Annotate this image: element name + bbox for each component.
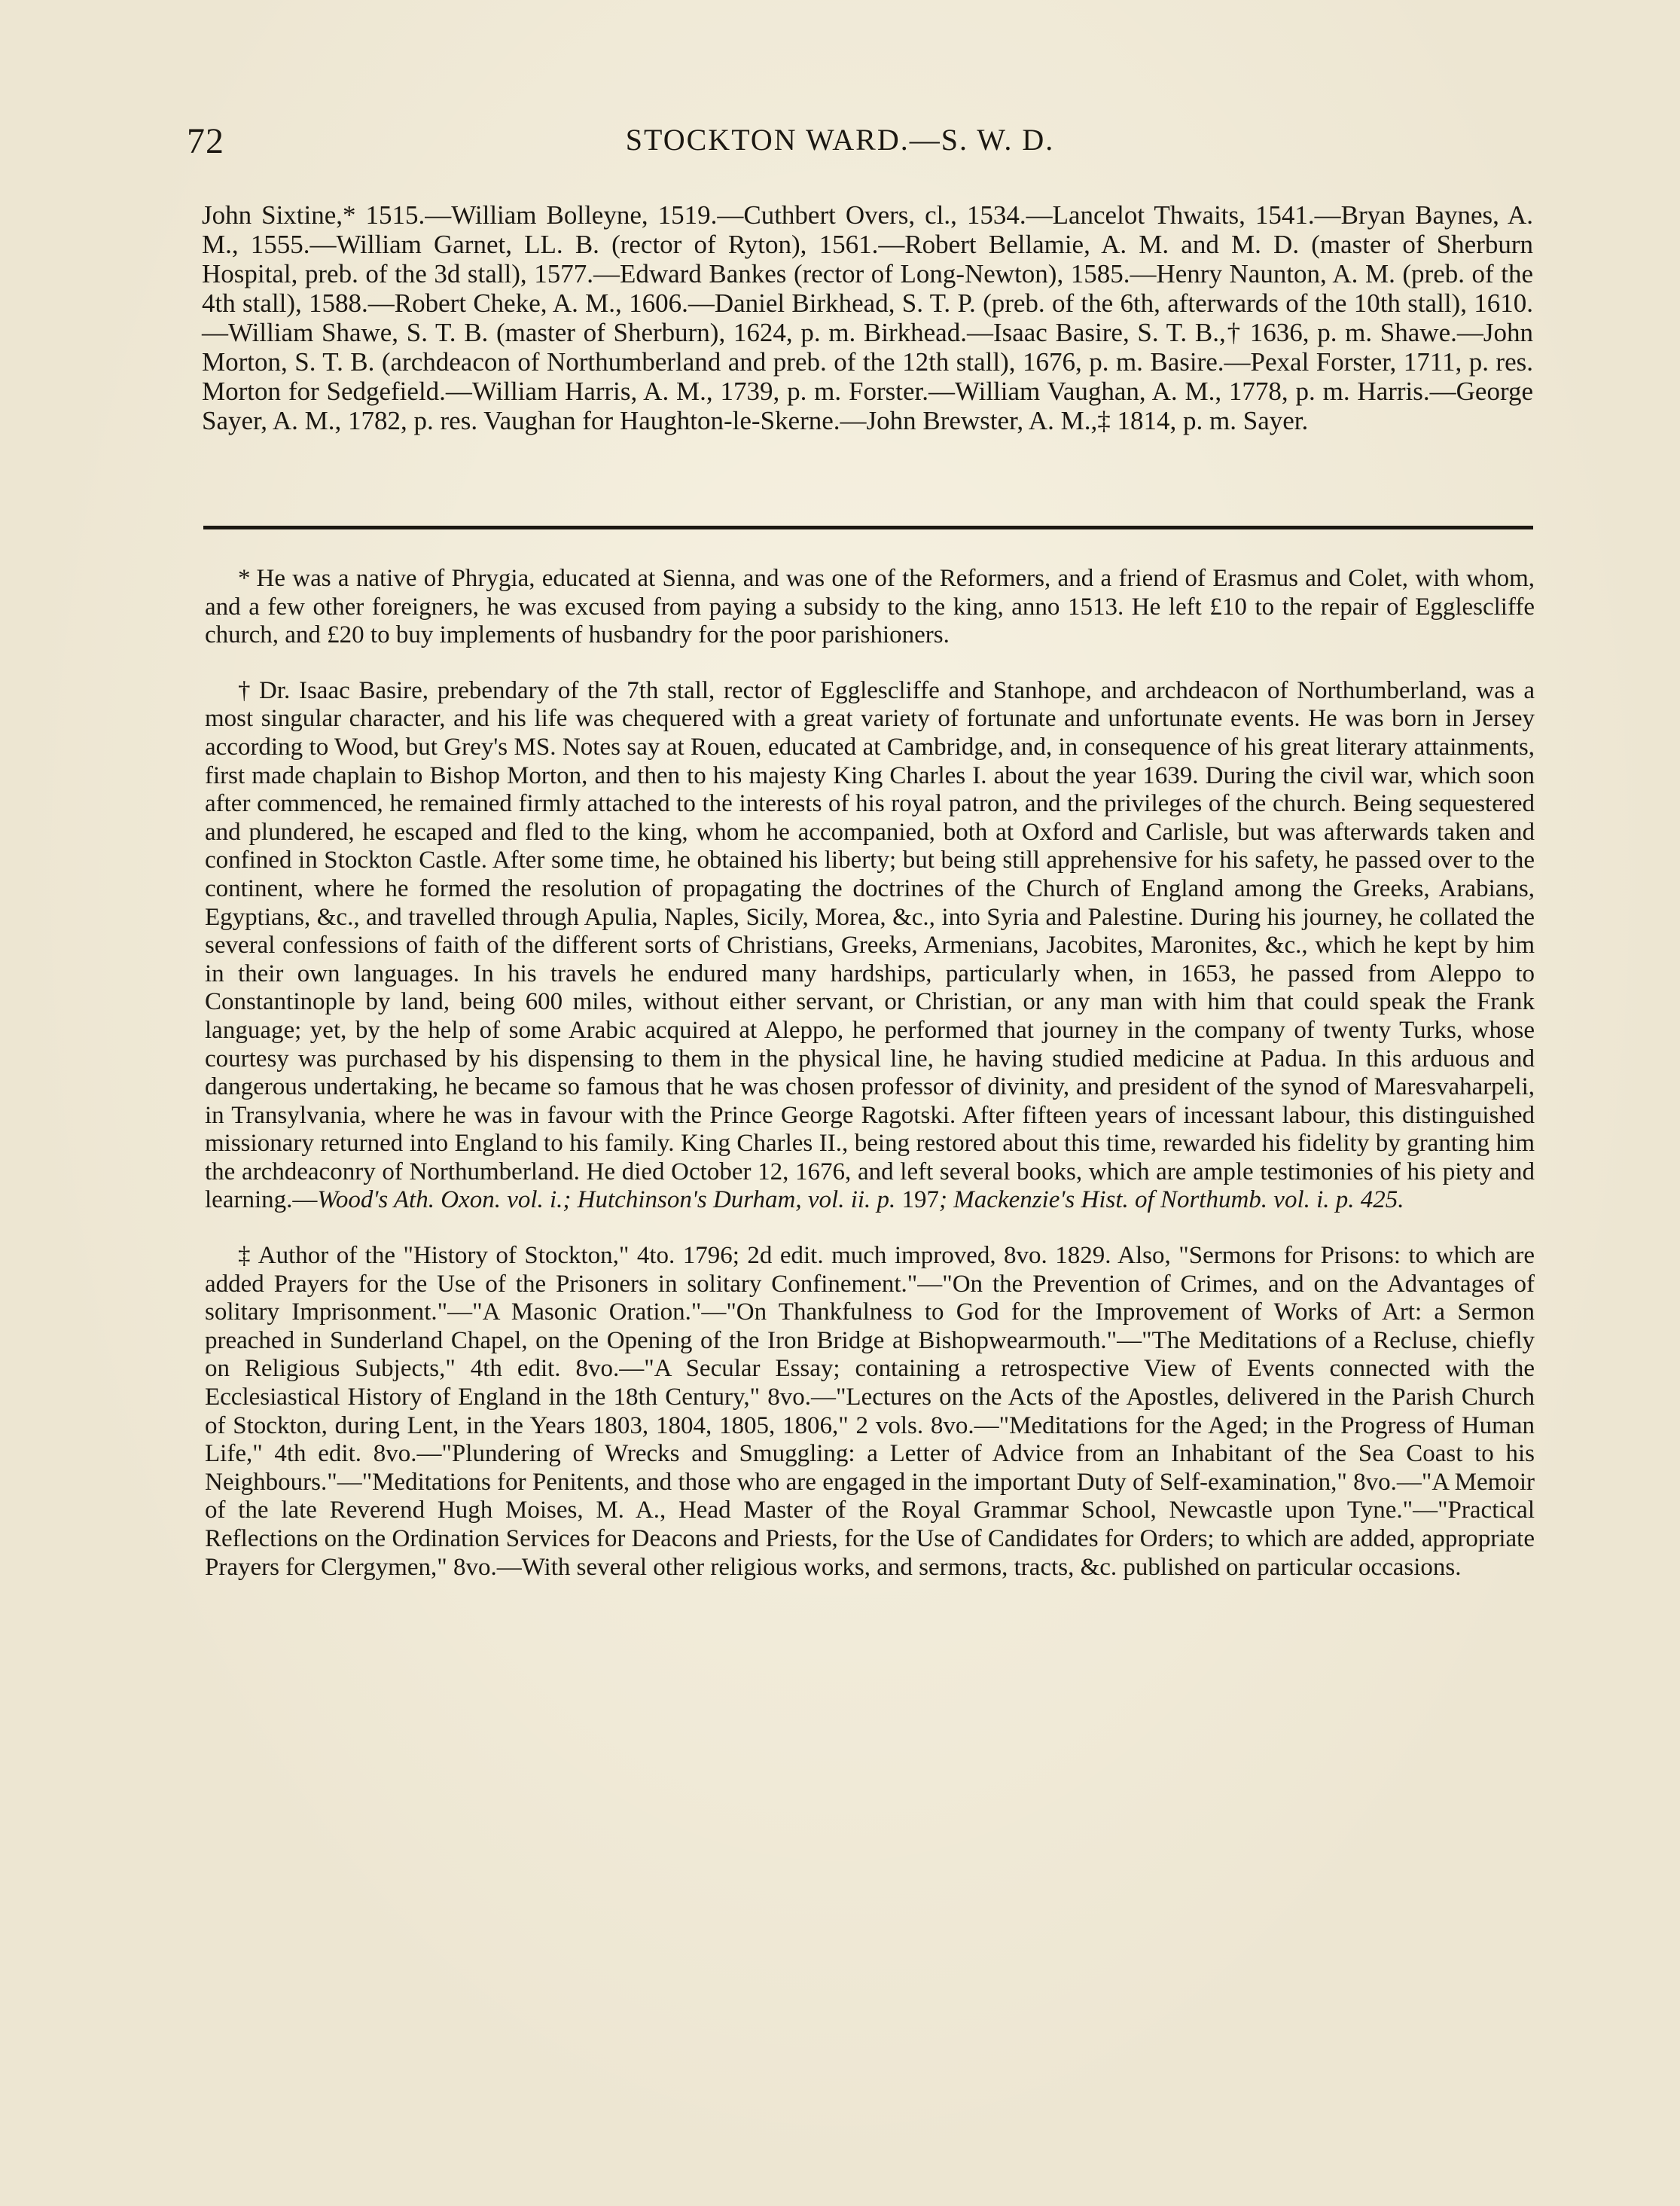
footnote-marker: ‡: [238, 1242, 252, 1270]
main-text-paragraph: John Sixtine,* 1515.—William Bolleyne, 1519.—Cuthbert Overs, cl., 1534.—Lancelot Thwaits, 1541.—Bryan Baynes, A. M., 1555.—William Garnet, LL. B. (rector of Ryton), 1561.—Robert Bellamie, A. M. and M. D. (master of Sherburn Hospital, preb. of the 3d stall), 1577.—Edward Bankes (rector of Long-Newton), 1585.—Henry Naunton, A. M. (preb. of the 4th stall), 1588.—Robert Cheke, A. M., 1606.—Daniel Birkhead, S. T. P. (preb. of the 6th, afterwards of the 10th stall), 1610.—William Shawe, S. T. B. (master of Sherburn), 1624, p. m. Birkhead.—Isaac Basire, S. T. B.,† 1636, p. m. Shawe.—John Morton, S. T. B. (archdeacon of Northumberland and preb. of the 12th stall), 1676, p. m. Basire.—Pexal Forster, 1711, p. res. Morton for Sedgefield.—William Harris, A. M., 1739, p. m. Forster.—William Vaughan, A. M., 1778, p. m. Harris.—George Sayer, A. M., 1782, p. res. Vaughan for Haughton-le-Skerne.—John Brewster, A. M.,‡ 1814, p. m. Sayer.: [202, 200, 1533, 435]
page-number: 72: [187, 121, 224, 161]
running-head: STOCKTON WARD.—S. W. D.: [625, 123, 1055, 157]
footnote-citation-page: 197: [901, 1186, 940, 1214]
footnote-marker: *: [238, 565, 251, 592]
footnotes: [205, 565, 1535, 1609]
footnote-dagger: [205, 677, 1535, 1215]
footnote-citation: Wood's Ath. Oxon. vol. i.; Hutchinson's Durham, vol. ii. p.: [317, 1186, 896, 1214]
footnote-citation: ; Mackenzie's Hist. of Northumb. vol. i. p. 425.: [939, 1186, 1404, 1214]
footnote-text: Dr. Isaac Basire, prebendary of the 7th stall, rector of Egglescliffe and Stanhope, and archdeacon of Northumberland, was a most singular character, and his life was chequered with a great variety of fortunate and unfortunate events. He was born in Jersey according to Wood, but Grey's MS. Notes say at Rouen, educated at Cambridge, and, in consequence of his great literary attainments, first made chaplain to Bishop Morton, and then to his majesty King Charles I. about the year 1639. During the civil war, which soon after commenced, he remained firmly attached to the interests of his royal patron, and the privileges of the church. Being sequestered and plundered, he escaped and fled to the king, whom he accompanied, both at Oxford and Carlisle, but was afterwards taken and confined in Stockton Castle. After some time, he obtained his liberty; but being still apprehensive for his safety, he passed over to the continent, where he formed the resolution of propagating the doctrines of the Church of England among the Greeks, Arabians, Egyptians, &c., and travelled through Apulia, Naples, Sicily, Morea, &c., into Syria and Palestine. During his journey, he collated the several confessions of faith of the different sorts of Christians, Greeks, Armenians, Jacobites, Maronites, &c., which he kept by him in their own languages. In his travels he endured many hardships, particularly when, in 1653, he passed from Aleppo to Constantinople by land, being 600 miles, without either servant, or Christian, or any man with him that could speak the Frank language; yet, by the help of some Arabic acquired at Aleppo, he performed that journey in the company of twenty Turks, whose courtesy was purchased by his dispensing to them in the physical line, he having studied medicine at Padua. In this arduous and dangerous undertaking, he became so famous that he was chosen professor of divinity, and president of the synod of Maresvaharpeli, in Transylvania, where he was in favour with the Prince George Ragotski. After fifteen years of incessant labour, this distinguished missionary returned into England to his family. King Charles II., being restored about this time, rewarded his fidelity by granting him the archdeaconry of Northumberland. He died October 12, 1676, and left several books, which are ample testimonies of his piety and learning.—: [205, 676, 1535, 1214]
footnote-text: Author of the "History of Stockton," 4to. 1796; 2d edit. much improved, 8vo. 1829. Also, "Sermons for Prisons: to which are added Prayers for the Use of the Prisoners in solitary Confinement."—"On the Prevention of Crimes, and on the Advantages of solitary Imprisonment."—"A Masonic Oration."—"On Thankfulness to God for the Improvement of Works of Art: a Sermon preached in Sunderland Chapel, on the Opening of the Iron Bridge at Bishopwearmouth."—"The Meditations of a Recluse, chiefly on Religious Subjects," 4th edit. 8vo.—"A Secular Essay; containing a retrospective View of Events connected with the Ecclesiastical History of England in the 18th Century," 8vo.—"Lectures on the Acts of the Apostles, delivered in the Parish Church of Stockton, during Lent, in the Years 1803, 1804, 1805, 1806," 2 vols. 8vo.—"Meditations for the Aged; in the Progress of Human Life," 4th edit. 8vo.—"Plundering of Wrecks and Smuggling: a Letter of Advice from an Inhabitant of the Sea Coast to his Neighbours."—"Meditations for Penitents, and those who are engaged in the important Duty of Self-examination," 8vo.—"A Memoir of the late Reverend Hugh Moises, M. A., Head Master of the Royal Grammar School, Newcastle upon Tyne."—"Practical Reflections on the Ordination Services for Deacons and Priests, for the Use of Candidates for Orders; to which are added, appropriate Prayers for Clergymen," 8vo.—With several other religious works, and sermons, tracts, &c. published on particular occasions.: [205, 1242, 1535, 1581]
footnote-double-dagger: [205, 1242, 1535, 1582]
footnote-separator-rule: [203, 526, 1533, 529]
footnote-asterisk: [205, 565, 1535, 650]
footnote-text: He was a native of Phrygia, educated at Sienna, and was one of the Reformers, and a friend of Erasmus and Colet, with whom, and a few other foreigners, he was excused from paying a subsidy to the king, anno 1513. He left £10 to the repair of Egglescliffe church, and £20 to buy implements of husbandry for the poor parishioners.: [205, 565, 1535, 649]
footnote-marker: †: [238, 676, 253, 704]
